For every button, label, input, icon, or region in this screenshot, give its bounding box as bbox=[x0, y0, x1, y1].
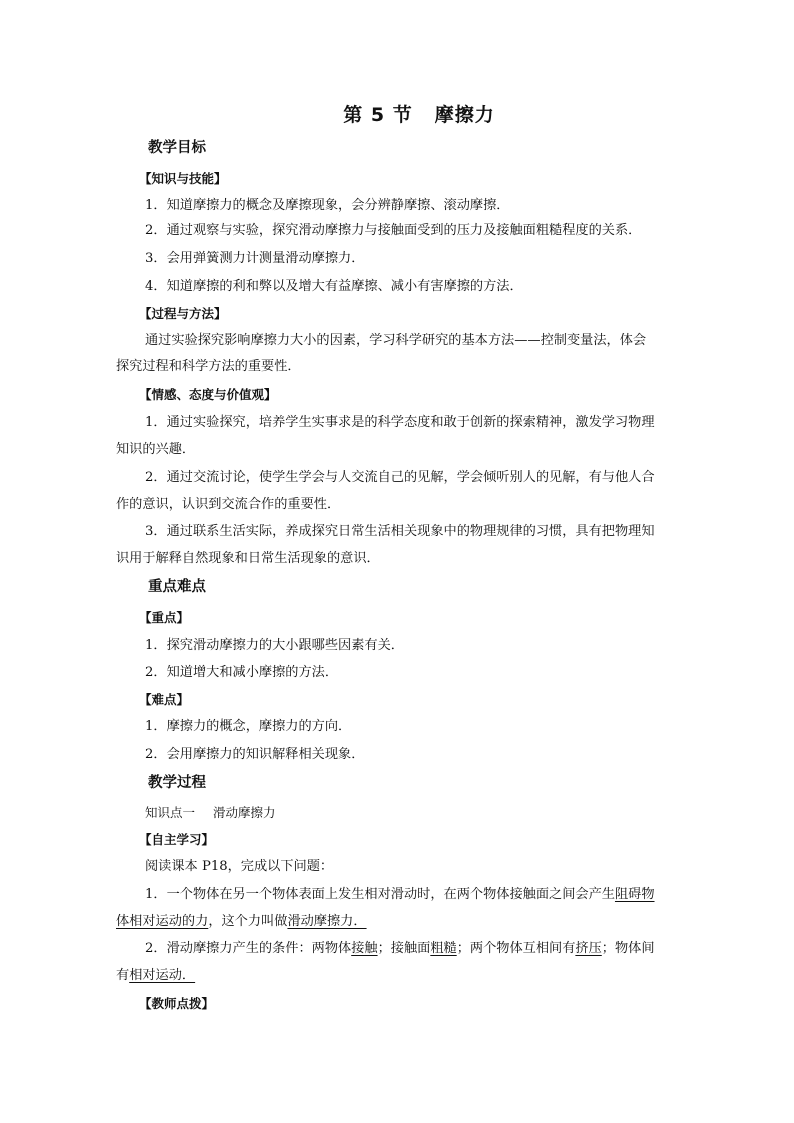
emotion-item-3-line-1: 3．通过联系生活实际，养成探究日常生活相关现象中的物理规律的习惯，具有把物理知 bbox=[145, 524, 655, 539]
focus-item-1: 1．探究滑动摩擦力的大小跟哪些因素有关． bbox=[145, 638, 404, 653]
q2-answer-relative-motion: 相对运动． bbox=[129, 968, 196, 983]
reading-instruction: 阅读课本 P18，完成以下问题： bbox=[145, 859, 334, 874]
q1-text-mid: ，这个力叫做 bbox=[208, 914, 288, 929]
difficulty-item-1: 1．摩擦力的概念，摩擦力的方向． bbox=[145, 719, 352, 734]
question-1-line-1 bbox=[145, 886, 685, 904]
knowledge-item-4: 4．知道摩擦的利和弊以及增大有益摩擦、减小有害摩擦的方法． bbox=[145, 279, 523, 294]
question-2-line-1 bbox=[145, 940, 685, 958]
heading-teaching-process: 教学过程 bbox=[148, 775, 206, 791]
knowledge-point-number: 知识点一 bbox=[145, 805, 196, 820]
emotion-item-3-line-2: 识用于解释自然现象和日常生活现象的意识． bbox=[116, 551, 380, 566]
q2-line2-text: 有 bbox=[116, 968, 130, 983]
knowledge-item-1: 1．知道摩擦力的概念及摩擦现象，会分辨静摩擦、滚动摩擦． bbox=[145, 198, 510, 213]
label-process-method: 【过程与方法】 bbox=[139, 306, 227, 321]
q2-answer-squeeze: 挤压 bbox=[575, 941, 602, 956]
label-difficulty: 【难点】 bbox=[139, 692, 190, 707]
section-number: 第 5 节 bbox=[343, 104, 413, 126]
difficulty-item-2: 2．会用摩擦力的知识解释相关现象． bbox=[145, 747, 365, 762]
emotion-item-1-line-2: 知识的兴趣． bbox=[116, 442, 196, 457]
q1-answer-term: 滑动摩擦力． bbox=[287, 914, 367, 929]
q1-answer-part-2: 体相对运动的力 bbox=[116, 914, 209, 929]
q2-answer-rough: 粗糙 bbox=[430, 941, 457, 956]
question-2-line-2 bbox=[116, 967, 682, 985]
label-focus: 【重点】 bbox=[139, 610, 190, 625]
label-teacher-guidance: 【教师点拨】 bbox=[139, 996, 215, 1011]
process-line-2: 探究过程和科学方法的重要性． bbox=[116, 359, 301, 374]
emotion-item-1-line-1: 1．通过实验探究，培养学生实事求是的科学态度和敢于创新的探索精神，激发学习物理 bbox=[145, 415, 655, 430]
emotion-item-2-line-2: 作的意识，认识到交流合作的重要性． bbox=[116, 497, 341, 512]
process-line-1: 通过实验探究影响摩擦力大小的因素，学习科学研究的基本方法——控制变量法，体会 bbox=[145, 333, 647, 348]
knowledge-item-3: 3．会用弹簧测力计测量滑动摩擦力． bbox=[145, 251, 365, 266]
knowledge-item-2: 2．通过观察与实验，探究滑动摩擦力与接触面受到的压力及接触面粗糙程度的关系． bbox=[145, 223, 642, 238]
q1-text: 1．一个物体在另一个物体表面上发生相对滑动时，在两个物体接触面之间会产生 bbox=[145, 887, 615, 902]
heading-key-points: 重点难点 bbox=[148, 579, 206, 595]
q2-text: 2．滑动摩擦力产生的条件：两物体 bbox=[145, 941, 352, 956]
q2-answer-contact: 接触 bbox=[351, 941, 378, 956]
q2-sep-1: ；接触面 bbox=[377, 941, 431, 956]
page-title bbox=[0, 100, 794, 127]
knowledge-point-title bbox=[145, 804, 276, 822]
question-1-line-2 bbox=[116, 913, 682, 931]
section-topic: 摩擦力 bbox=[434, 104, 495, 126]
label-knowledge-skills: 【知识与技能】 bbox=[139, 171, 227, 186]
label-emotion-values: 【情感、态度与价值观】 bbox=[139, 387, 277, 402]
emotion-item-2-line-1: 2．通过交流讨论，使学生学会与人交流自己的见解，学会倾听别人的见解，有与他人合 bbox=[145, 470, 655, 485]
knowledge-point-name: 滑动摩擦力 bbox=[213, 805, 276, 820]
focus-item-2: 2．知道增大和减小摩擦的方法． bbox=[145, 665, 339, 680]
label-self-study: 【自主学习】 bbox=[139, 832, 215, 847]
q2-sep-3: ；物体间 bbox=[601, 941, 655, 956]
heading-objectives: 教学目标 bbox=[148, 140, 206, 156]
q1-answer-part-1: 阻碍物 bbox=[614, 887, 655, 902]
q2-sep-2: ；两个物体互相间有 bbox=[456, 941, 576, 956]
